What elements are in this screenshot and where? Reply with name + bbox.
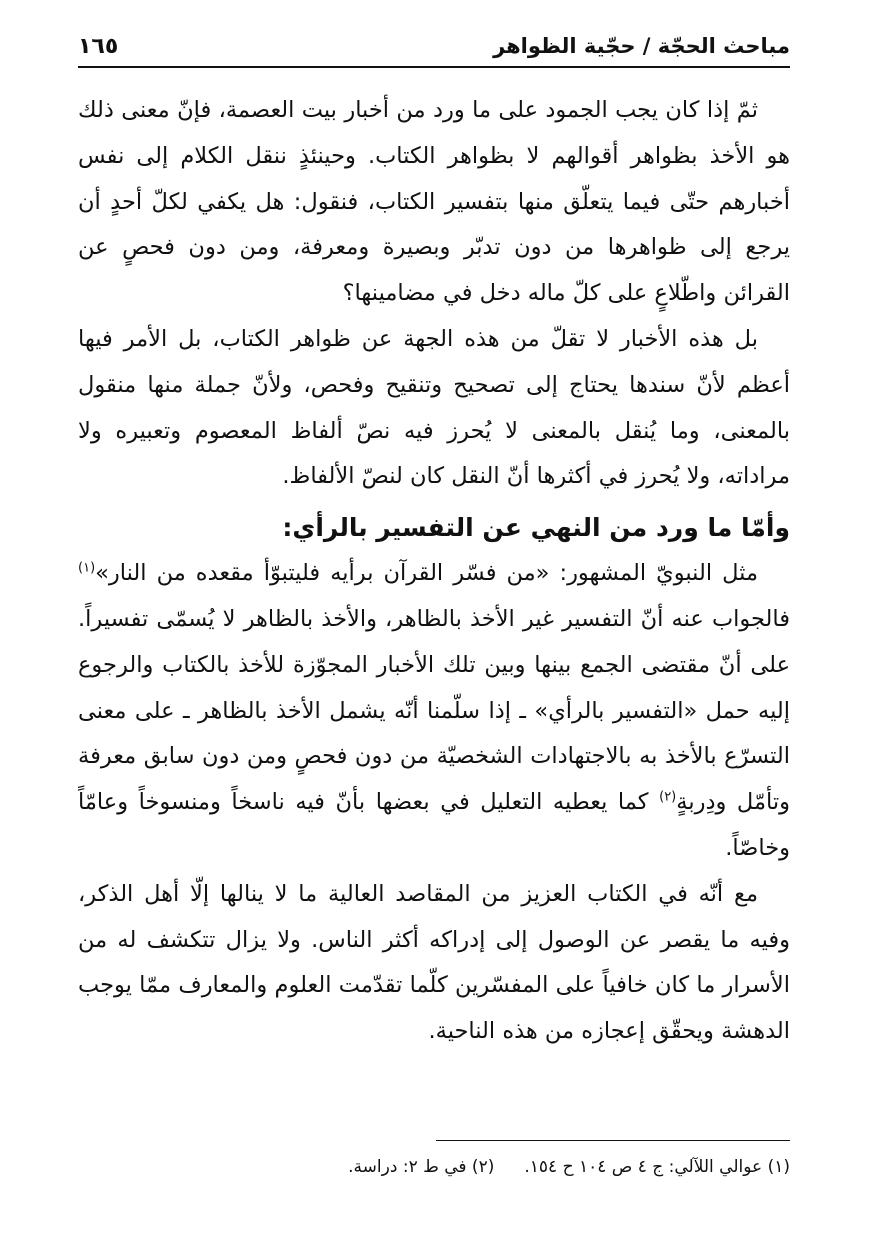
footnote-rule [436,1140,790,1141]
paragraph-3-part-b: فالجواب عنه أنّ التفسير غير الأخذ بالظاهر، والأخذ بالظاهر لا يُسمّى تفسيراً. على أنّ مقتضى الجمع بينها وبين تلك الأخبار المجوّزة للأخذ بالكتاب والرجوع إليه حمل «التفسير بالرأي» ـ إذا سلّمنا أنّه يشمل الأخذ بالظاهر ـ على معنى التسرّع بالأخذ به بالاجتهادات الشخصيّة من دون فحصٍ ومن دون سابق معرفة وتأمّل ودِربةٍ [78,605,790,816]
section-heading: وأمّا ما ورد من النهي عن التفسير بالرأي: [282,513,790,543]
paragraph-3-part-a: مثل النبويّ المشهور: «من فسّر القرآن برأيه فليتبوّأ مقعده من النار» [95,560,758,587]
page-header [78,28,790,68]
header-rule [78,66,790,68]
body-text [78,88,790,1055]
footnote-1: (١) عوالي اللآلي: ج ٤ ص ١٠٤ ح ١٥٤. [524,1157,790,1177]
running-title: مباحث الحجّة / حجّية الظواهر [493,34,790,58]
footnote-ref-1: (١) [78,560,96,576]
paragraph-3-part-c: كما يعطيه التعليل في بعضها بأنّ فيه ناسخاً ومنسوخاً وعامّاً وخاصّاً. [78,789,790,861]
footnote-ref-2: (٢) [659,789,677,805]
page-number: ١٦٥ [78,34,119,59]
paragraph-1: ثمّ إذا كان يجب الجمود على ما ورد من أخبار بيت العصمة، فإنّ معنى ذلك هو الأخذ بظواهر أقوالهم لا بظواهر الكتاب. وحينئذٍ ننقل الكلام إلى نفس أخبارهم حتّى فيما يتعلّق منها بتفسير الكتاب، فنقول: هل يكفي لكلّ أحدٍ أن يرجع إلى ظواهرها من دون تدبّر وبصيرة ومعرفة، ومن دون فحصٍ عن القرائن واطّلاعٍ على كلّ ماله دخل في مضامينها؟ [78,97,790,307]
paragraph-2: بل هذه الأخبار لا تقلّ من هذه الجهة عن ظواهر الكتاب، بل الأمر فيها أعظم لأنّ سندها يحتاج إلى تصحيح وتنقيح وفحص، ولأنّ جملة منها منقول بالمعنى، وما يُنقل بالمعنى لا يُحرز فيه نصّ ألفاظ المعصوم وتعبيره ولا مراداته، ولا يُحرز في أكثرها أنّ النقل كان لنصّ الألفاظ. [78,325,790,490]
footnotes [318,1152,790,1182]
paragraph-4: مع أنّه في الكتاب العزيز من المقاصد العالية ما لا ينالها إلّا أهل الذكر، وفيه ما يقصر عن الوصول إلى إدراكه أكثر الناس. ولا يزال تتكشف له من الأسرار ما كان خافياً على المفسّرين كلّما تقدّمت العلوم والمعارف ممّا يوجب الدهشة ويحقّق إعجازه من هذه الناحية. [78,880,790,1045]
footnote-2: (٢) في ط ٢: دراسة. [348,1157,495,1177]
paragraph-3 [78,551,790,872]
